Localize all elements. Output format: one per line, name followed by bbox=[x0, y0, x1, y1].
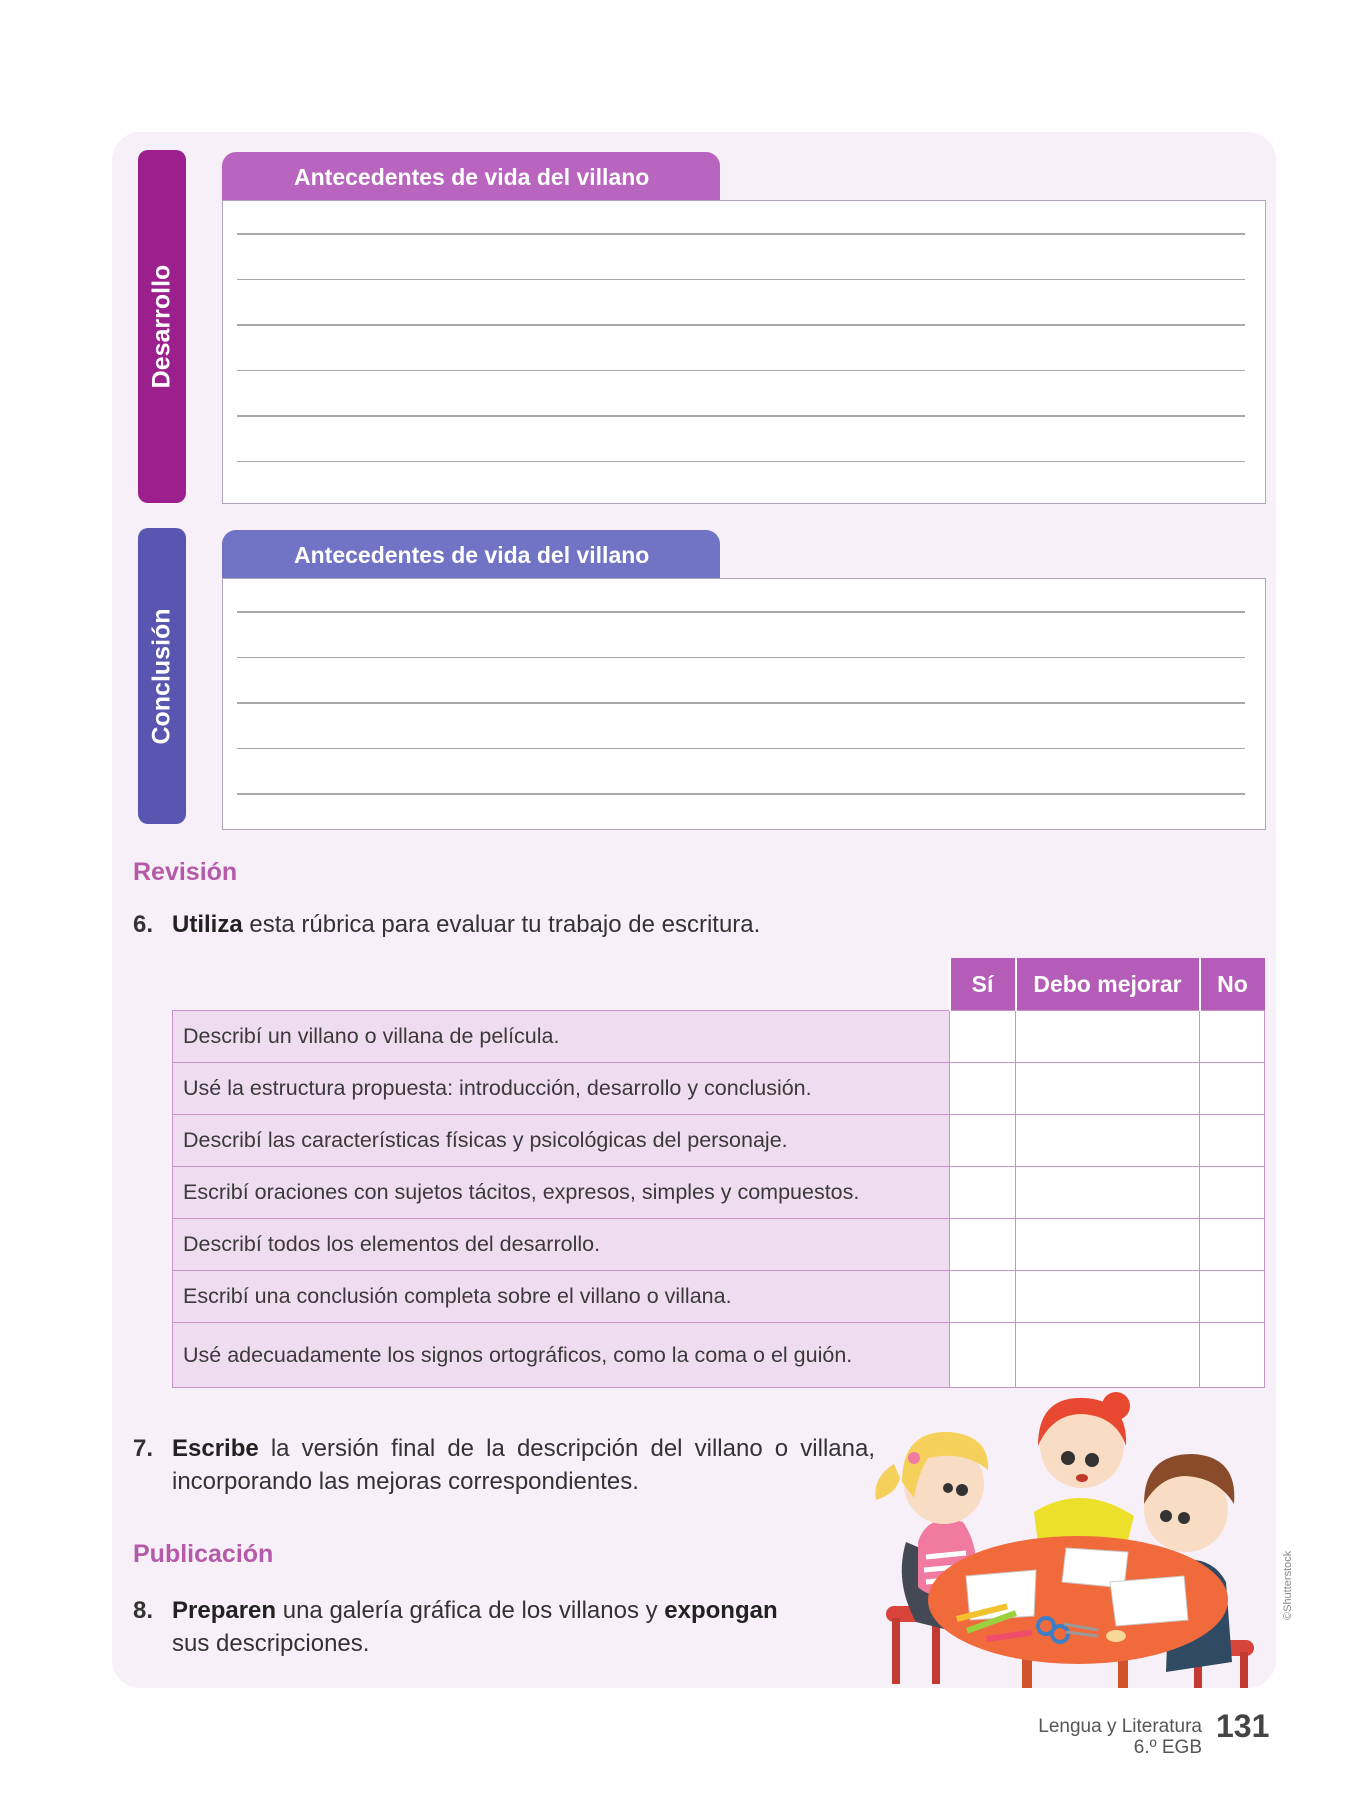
rubric-cell-debo-mejorar[interactable] bbox=[1016, 1219, 1200, 1271]
conclusion-tab-label: Conclusión bbox=[147, 607, 176, 745]
rubric-cell-debo-mejorar[interactable] bbox=[1016, 1063, 1200, 1115]
desarrollo-tab-label: Desarrollo bbox=[147, 264, 176, 389]
rubric-criterion: Describí las características físicas y psicológicas del personaje. bbox=[173, 1115, 950, 1167]
rubric-row bbox=[173, 1115, 1265, 1167]
rubric-cell-no[interactable] bbox=[1200, 1063, 1265, 1115]
item-6 bbox=[133, 908, 760, 941]
rubric-cell-si[interactable] bbox=[950, 1219, 1016, 1271]
rubric-col-no: No bbox=[1200, 958, 1265, 1011]
rubric-row bbox=[173, 1011, 1265, 1063]
rubric-row bbox=[173, 1323, 1265, 1388]
item-8-number: 8. bbox=[133, 1597, 154, 1624]
item-6-verb: Utiliza bbox=[172, 911, 243, 938]
rubric-col-si: Sí bbox=[950, 958, 1016, 1011]
rubric-criterion: Usé adecuadamente los signos ortográficos, como la coma o el guión. bbox=[173, 1323, 950, 1388]
rubric-cell-si[interactable] bbox=[950, 1011, 1016, 1063]
writing-line bbox=[237, 324, 1245, 326]
rubric-cell-no[interactable] bbox=[1200, 1271, 1265, 1323]
rubric-cell-debo-mejorar[interactable] bbox=[1016, 1167, 1200, 1219]
rubric-criterion: Describí todos los elementos del desarrollo. bbox=[173, 1219, 950, 1271]
publicacion-heading: Publicación bbox=[133, 1540, 274, 1568]
writing-line bbox=[237, 233, 1245, 235]
image-credit: ©Shutterstock bbox=[1282, 1550, 1294, 1620]
desarrollo-writing-area[interactable] bbox=[222, 200, 1266, 504]
conclusion-side-tab bbox=[138, 528, 186, 824]
rubric-cell-si[interactable] bbox=[950, 1167, 1016, 1219]
rubric-cell-si[interactable] bbox=[950, 1271, 1016, 1323]
footer-subject bbox=[1038, 1716, 1202, 1758]
rubric-row bbox=[173, 1271, 1265, 1323]
desarrollo-side-tab bbox=[138, 150, 186, 503]
writing-line bbox=[237, 279, 1245, 281]
rubric-row bbox=[173, 1063, 1265, 1115]
item-8-text-2: sus descripciones. bbox=[172, 1630, 370, 1657]
writing-line bbox=[237, 702, 1245, 704]
writing-line bbox=[237, 370, 1245, 372]
writing-line bbox=[237, 611, 1245, 613]
rubric-cell-no[interactable] bbox=[1200, 1167, 1265, 1219]
item-8-verb-1: Preparen bbox=[172, 1597, 277, 1624]
rubric-criterion: Escribí oraciones con sujetos tácitos, expresos, simples y compuestos. bbox=[173, 1167, 950, 1219]
desarrollo-header: Antecedentes de vida del villano bbox=[222, 152, 720, 200]
item-7-text: la versión final de la descripción del villano o villana, incorporando las mejoras correspondientes. bbox=[172, 1435, 875, 1495]
rubric-criterion: Escribí una conclusión completa sobre el villano o villana. bbox=[173, 1271, 950, 1323]
writing-line bbox=[237, 748, 1245, 750]
rubric-cell-no[interactable] bbox=[1200, 1115, 1265, 1167]
item-7-verb: Escribe bbox=[172, 1435, 259, 1462]
children-drawing-illustration bbox=[866, 1392, 1266, 1688]
rubric-criterion: Describí un villano o villana de película. bbox=[173, 1011, 950, 1063]
page-number: 131 bbox=[1216, 1708, 1270, 1744]
rubric-cell-no[interactable] bbox=[1200, 1323, 1265, 1388]
rubric-cell-debo-mejorar[interactable] bbox=[1016, 1271, 1200, 1323]
writing-line bbox=[237, 415, 1245, 417]
rubric-cell-debo-mejorar[interactable] bbox=[1016, 1011, 1200, 1063]
writing-line bbox=[237, 657, 1245, 659]
item-7 bbox=[133, 1432, 875, 1498]
rubric-row bbox=[173, 1219, 1265, 1271]
item-6-number: 6. bbox=[133, 911, 154, 938]
rubric-cell-si[interactable] bbox=[950, 1323, 1016, 1388]
item-8-verb-2: expongan bbox=[664, 1597, 778, 1624]
item-8 bbox=[133, 1594, 813, 1660]
rubric-table bbox=[172, 958, 1265, 1388]
conclusion-writing-area[interactable] bbox=[222, 578, 1266, 830]
footer-subject-name: Lengua y Literatura bbox=[1038, 1716, 1202, 1737]
rubric-cell-si[interactable] bbox=[950, 1115, 1016, 1167]
rubric-cell-debo-mejorar[interactable] bbox=[1016, 1115, 1200, 1167]
writing-line bbox=[237, 793, 1245, 795]
item-6-text: esta rúbrica para evaluar tu trabajo de escritura. bbox=[242, 911, 761, 938]
writing-line bbox=[237, 461, 1245, 463]
revision-heading: Revisión bbox=[133, 858, 238, 886]
rubric-col-debo-mejorar: Debo mejorar bbox=[1016, 958, 1200, 1011]
rubric-row bbox=[173, 1167, 1265, 1219]
rubric-cell-no[interactable] bbox=[1200, 1011, 1265, 1063]
footer-grade: 6.º EGB bbox=[1133, 1737, 1202, 1758]
rubric-criteria-header bbox=[173, 958, 950, 1011]
rubric-cell-si[interactable] bbox=[950, 1063, 1016, 1115]
item-7-number: 7. bbox=[133, 1435, 154, 1462]
item-8-text-1: una galería gráfica de los villanos y bbox=[276, 1597, 665, 1624]
rubric-cell-debo-mejorar[interactable] bbox=[1016, 1323, 1200, 1388]
rubric-criterion: Usé la estructura propuesta: introducción, desarrollo y conclusión. bbox=[173, 1063, 950, 1115]
rubric-cell-no[interactable] bbox=[1200, 1219, 1265, 1271]
conclusion-header: Antecedentes de vida del villano bbox=[222, 530, 720, 578]
